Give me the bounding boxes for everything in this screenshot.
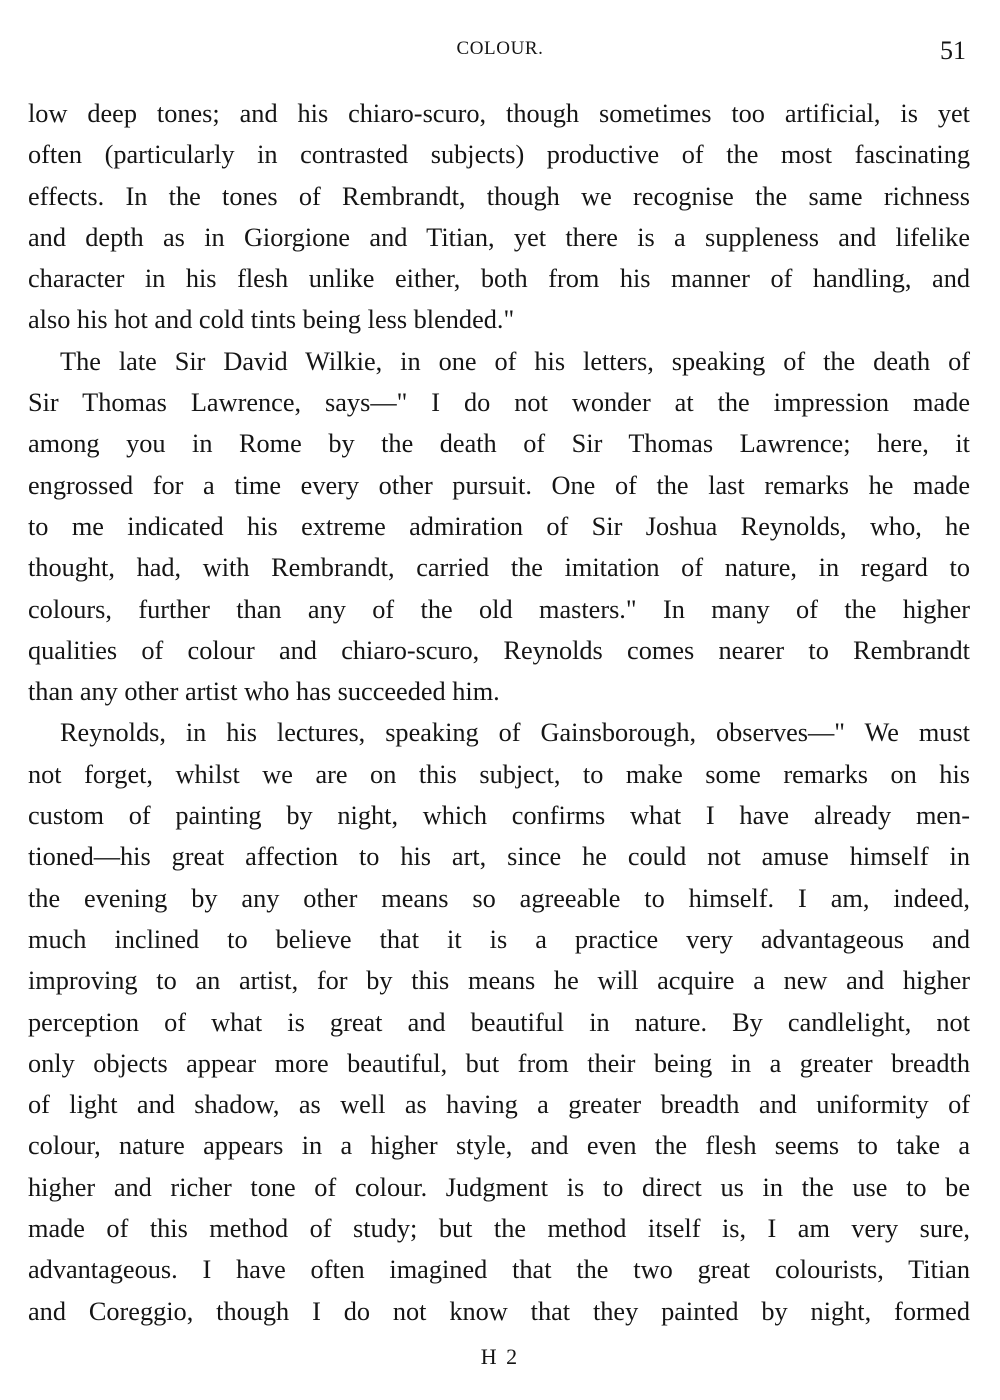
body-text: [28, 93, 970, 1332]
text-line: of light and shadow, as well as having a greater breadth and uniformity of: [28, 1090, 970, 1120]
text-line: higher and richer tone of colour. Judgment is to direct us in the use to be: [28, 1172, 970, 1202]
paragraph-2: [28, 341, 970, 713]
text-line: Reynolds, in his lectures, speaking of Gainsborough, observes—" We must: [60, 718, 970, 748]
text-line: The late Sir David Wilkie, in one of his letters, speaking of the death of: [60, 346, 970, 376]
text-line: often (particularly in contrasted subjects) productive of the most fascinating: [28, 140, 970, 170]
text-line: only objects appear more beautiful, but from their being in a greater breadth: [28, 1048, 970, 1078]
text-line: custom of painting by night, which confirms what I have already men-: [28, 801, 970, 831]
text-line: low deep tones; and his chiaro-scuro, though sometimes too artificial, is yet: [28, 99, 970, 128]
text-line: improving to an artist, for by this means he will acquire a new and higher: [28, 966, 970, 996]
paragraph-1: [28, 93, 970, 341]
text-line: effects. In the tones of Rembrandt, though we recognise the same richness: [28, 181, 970, 211]
text-line: character in his flesh unlike either, both from his manner of handling, and: [28, 264, 970, 294]
text-line: Sir Thomas Lawrence, says—" I do not wonder at the impression made: [28, 388, 970, 418]
text-line: thought, had, with Rembrandt, carried the imitation of nature, in regard to: [28, 553, 970, 583]
text-line: to me indicated his extreme admiration of Sir Joshua Reynolds, who, he: [28, 511, 970, 541]
text-line: much inclined to believe that it is a practice very advantageous and: [28, 924, 970, 954]
text-line: tioned—his great affection to his art, since he could not amuse himself in: [28, 842, 970, 872]
text-line: also his hot and cold tints being less blended.": [28, 305, 515, 335]
text-line: advantageous. I have often imagined that the two great colourists, Titian: [28, 1255, 970, 1285]
text-line: perception of what is great and beautiful in nature. By candlelight, not: [28, 1007, 970, 1037]
text-line: the evening by any other means so agreeable to himself. I am, indeed,: [28, 883, 970, 913]
text-line: and depth as in Giorgione and Titian, yet there is a suppleness and lifelike: [28, 222, 970, 252]
text-line: colours, further than any of the old masters." In many of the higher: [28, 594, 970, 624]
text-line: qualities of colour and chiaro-scuro, Reynolds comes nearer to Rembrandt: [28, 635, 970, 665]
text-line: colour, nature appears in a higher style, and even the flesh seems to take a: [28, 1131, 970, 1161]
text-line: made of this method of study; but the method itself is, I am very sure,: [28, 1214, 970, 1244]
paragraph-3: [28, 712, 970, 1331]
text-line: and Coreggio, though I do not know that they painted by night, formed: [28, 1296, 970, 1326]
signature-mark: H 2: [480, 1344, 520, 1369]
text-line: among you in Rome by the death of Sir Thomas Lawrence; here, it: [28, 429, 970, 459]
page-number: 51: [940, 36, 966, 65]
text-line: engrossed for a time every other pursuit. One of the last remarks he made: [28, 470, 970, 500]
text-line: not forget, whilst we are on this subject, to make some remarks on his: [28, 759, 970, 789]
running-head: [0, 36, 1000, 66]
text-line: than any other artist who has succeeded him.: [28, 677, 500, 707]
running-title: COLOUR.: [456, 38, 544, 59]
